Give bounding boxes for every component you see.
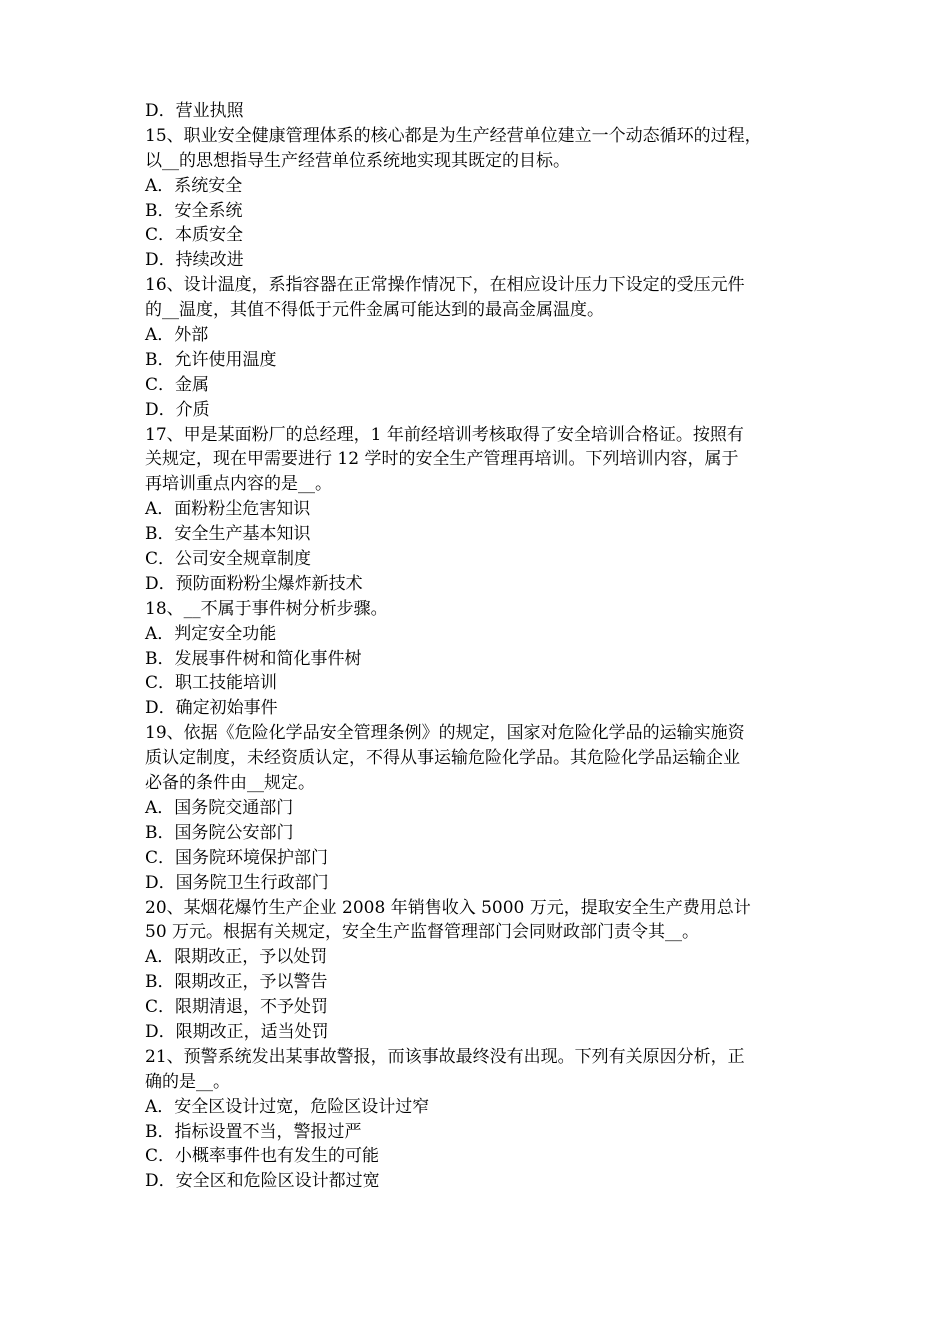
question-20 (145, 896, 817, 1045)
question-15-option-c: C．本质安全 (145, 225, 244, 246)
question-16-option-d: D．介质 (145, 399, 210, 420)
question-18-stem-line-1: 18、__不属于事件树分析步骤。 (145, 598, 388, 619)
question-21-stem-line-1: 21、预警系统发出某事故警报，而该事故最终没有出现。下列有关原因分析，正 (145, 1046, 745, 1067)
prev-option-d: D．营业执照 (145, 101, 244, 121)
question-21-option-b: B．指标设置不当，警报过严 (145, 1121, 362, 1142)
question-15-option-d: D．持续改进 (145, 250, 244, 271)
question-17-option-b: B．安全生产基本知识 (145, 524, 311, 545)
question-19-stem-line-1: 19、依据《危险化学品安全管理条例》的规定，国家对危险化学品的运输实施资 (145, 723, 745, 744)
question-16-option-a: A．外部 (145, 325, 209, 346)
question-16-stem-line-1: 16、设计温度，系指容器在正常操作情况下，在相应设计压力下设定的受压元件 (145, 275, 745, 296)
question-19-option-c: C．国务院环境保护部门 (145, 847, 329, 868)
question-20-stem-line-2: 50 万元。根据有关规定，安全生产监督管理部门会同财政部门责令其__。 (145, 922, 700, 943)
question-19-option-b: B．国务院公安部门 (145, 822, 294, 843)
question-21-option-c: C．小概率事件也有发生的可能 (145, 1146, 380, 1167)
question-21 (145, 1045, 817, 1194)
question-20-option-a: A．限期改正，予以处罚 (145, 947, 328, 968)
question-18-option-c: C．职工技能培训 (145, 673, 278, 694)
question-19-option-d: D．国务院卫生行政部门 (145, 872, 329, 893)
question-19-option-a: A．国务院交通部门 (145, 797, 294, 818)
question-17 (145, 423, 817, 597)
question-19-stem-line-3: 必备的条件由__规定。 (145, 773, 315, 794)
question-20-option-d: D．限期改正，适当处罚 (145, 1021, 329, 1042)
question-18-option-d: D．确定初始事件 (145, 698, 278, 719)
question-17-option-d: D．预防面粉粉尘爆炸新技术 (145, 573, 363, 594)
question-19-stem-line-2: 质认定制度，未经资质认定，不得从事运输危险化学品。其危险化学品运输企业 (145, 748, 740, 769)
question-17-stem-line-2: 关规定，现在甲需要进行 12 学时的安全生产管理再培训。下列培训内容，属于 (145, 449, 739, 470)
question-16-option-c: C．金属 (145, 374, 210, 395)
question-15-stem-line-1: 15、职业安全健康管理体系的核心都是为生产经营单位建立一个动态循环的过程， (145, 125, 762, 146)
question-16-stem-line-2: 的__温度，其值不得低于元件金属可能达到的最高金属温度。 (145, 300, 604, 321)
question-18 (145, 597, 817, 721)
question-20-option-b: B．限期改正，予以警告 (145, 972, 328, 993)
question-16 (145, 273, 817, 422)
question-15-option-a: A．系统安全 (145, 175, 243, 196)
question-17-stem-line-1: 17、甲是某面粉厂的总经理，1 年前经培训考核取得了安全培训合格证。按照有 (145, 424, 744, 445)
question-20-stem-line-1: 20、某烟花爆竹生产企业 2008 年销售收入 5000 万元，提取安全生产费用总计 (145, 897, 751, 918)
document-page (145, 99, 817, 1194)
question-21-option-a: A．安全区设计过宽，危险区设计过窄 (145, 1096, 430, 1117)
question-20-option-c: C．限期清退，不予处罚 (145, 997, 329, 1018)
question-15-option-b: B．安全系统 (145, 200, 243, 221)
question-18-option-a: A．判定安全功能 (145, 623, 277, 644)
question-21-stem-line-2: 确的是__。 (145, 1071, 230, 1092)
question-17-option-c: C．公司安全规章制度 (145, 549, 312, 570)
question-18-option-b: B．发展事件树和简化事件树 (145, 648, 362, 669)
question-16-option-b: B．允许使用温度 (145, 349, 277, 370)
question-17-option-a: A．面粉粉尘危害知识 (145, 499, 311, 520)
question-15-stem-line-2: 以__的思想指导生产经营单位系统地实现其既定的目标。 (145, 150, 570, 171)
question-17-stem-line-3: 再培训重点内容的是__。 (145, 474, 332, 495)
question-15 (145, 124, 817, 273)
question-21-option-d: D．安全区和危险区设计都过宽 (145, 1171, 380, 1192)
question-19 (145, 721, 817, 895)
